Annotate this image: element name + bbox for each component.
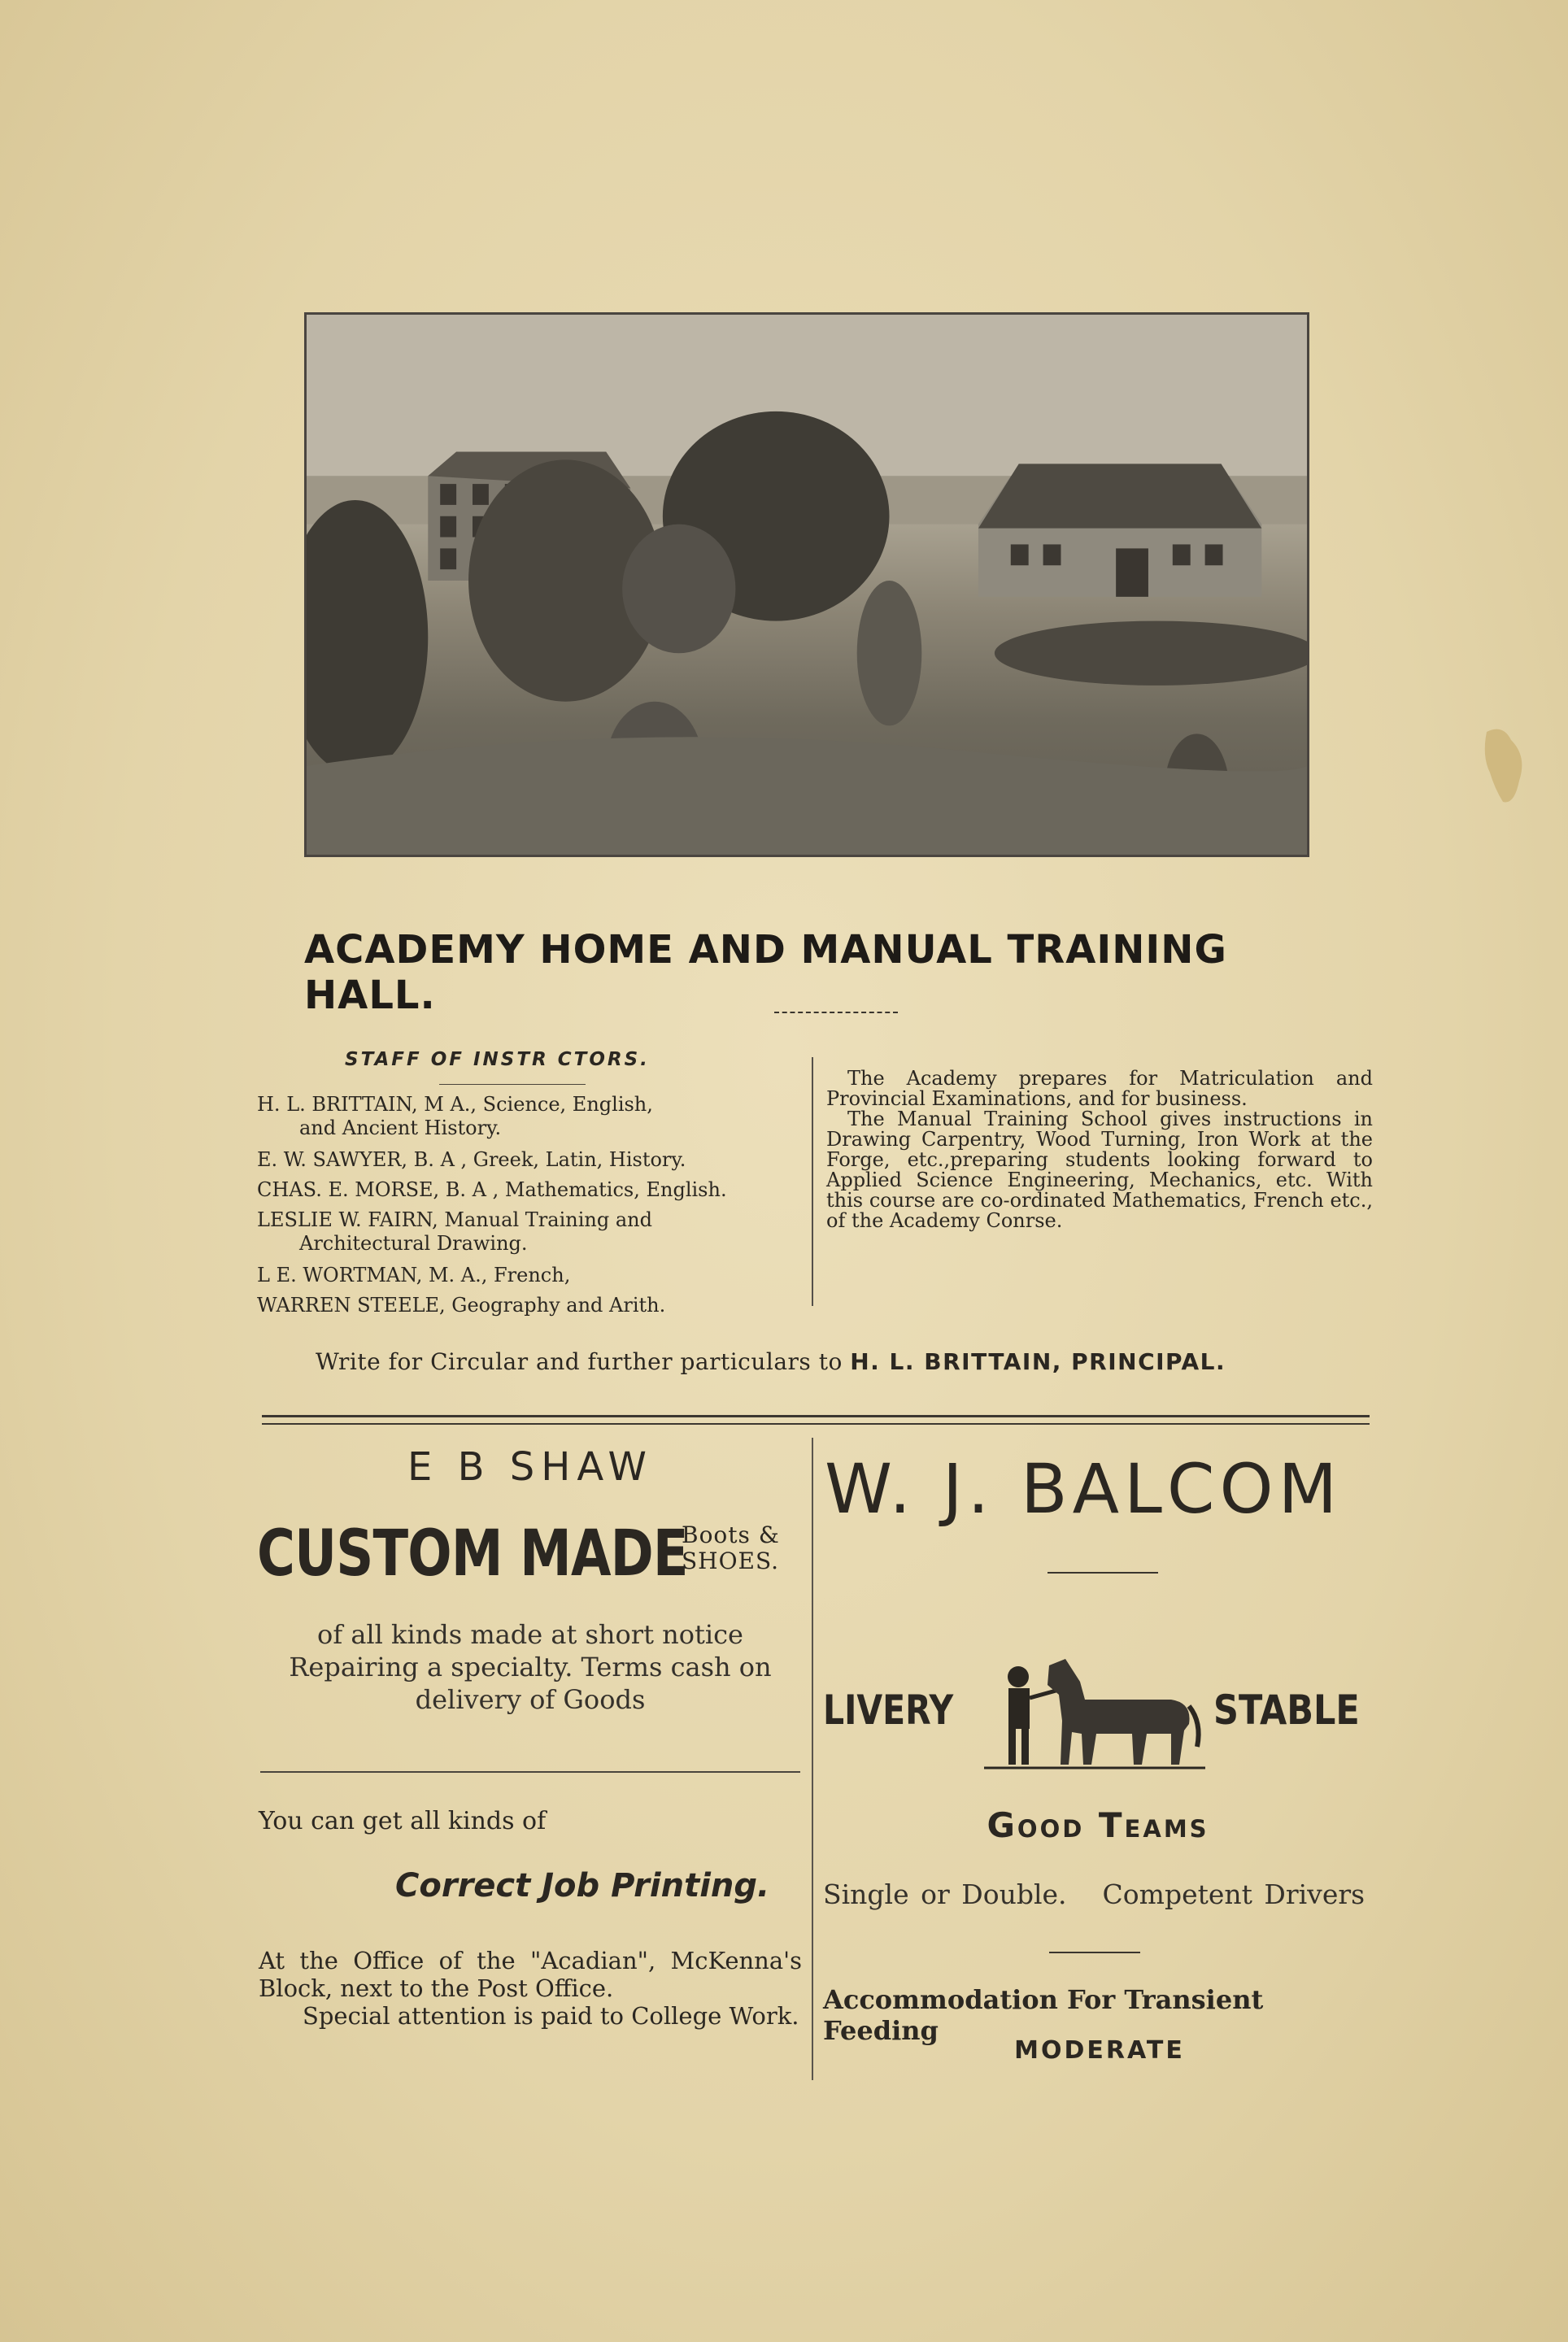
- stable-label: STABLE: [1213, 1687, 1360, 1734]
- academy-paragraph: The Academy prepares for Matriculation and Provincial Examinations, and for business.: [826, 1067, 1373, 1110]
- printing-line: Special attention is paid to College Work.: [303, 2002, 799, 2030]
- shaw-line: delivery of Goods: [415, 1684, 646, 1715]
- staff-line: CHAS. E. MORSE, B. A , Mathematics, English.: [257, 1178, 727, 1201]
- staff-heading: STAFF OF INSTR CTORS.: [345, 1049, 650, 1070]
- ad-column-divider: [812, 1438, 813, 2080]
- write-for-circular: [316, 1348, 1373, 1375]
- left-ad-divider: [260, 1771, 800, 1773]
- competent-drivers: Competent Drivers: [1102, 1878, 1365, 1910]
- staff-line-cont: and Ancient History.: [299, 1117, 502, 1139]
- column-divider: [812, 1057, 813, 1306]
- section-divider: [262, 1415, 1370, 1425]
- teams-details: [823, 1878, 1376, 1910]
- academy-paragraph: The Manual Training School gives instructions in Drawing Carpentry, Wood Turning, Iron Work at the Forge, etc.,preparing students looking forward to Applied Science Engineering, Mechanics, etc. With this course are co-ordinated Mathematics, French etc., of the Academy Conrse.: [826, 1108, 1373, 1232]
- title-divider: [774, 1012, 898, 1015]
- good-teams: Good Teams: [987, 1805, 1209, 1845]
- staff-list: [257, 1093, 805, 1324]
- printing-headline: Correct Job Printing.: [395, 1867, 770, 1905]
- staff-line: WARREN STEELE, Geography and Arith.: [257, 1294, 666, 1317]
- boots-shoes: [682, 1522, 780, 1574]
- single-double: Single or Double.: [823, 1878, 1067, 1910]
- academy-description: [826, 1069, 1373, 1231]
- shoes-label: SHOES.: [682, 1548, 780, 1574]
- paper-stain: [1479, 724, 1527, 813]
- staff-line: L E. WORTMAN, M. A., French,: [257, 1264, 571, 1286]
- balcom-name: W. J. BALCOM: [825, 1449, 1343, 1529]
- shaw-details: [257, 1618, 804, 1716]
- balcom-rule: [1048, 1572, 1158, 1574]
- staff-line: H. L. BRITTAIN, M A., Science, English,: [257, 1093, 653, 1116]
- horse-and-groom-icon: [984, 1649, 1205, 1773]
- printing-body: [259, 1947, 802, 2030]
- printing-line: At the Office of the "Acadian", McKenna's Block, next to the Post Office.: [259, 1947, 802, 2002]
- shaw-line: of all kinds made at short notice: [317, 1619, 743, 1650]
- principal-name: H. L. BRITTAIN, PRINCIPAL.: [850, 1348, 1226, 1375]
- shaw-name: E B SHAW: [407, 1444, 653, 1490]
- balcom-rule-2: [1049, 1952, 1140, 1953]
- staff-line-cont: Architectural Drawing.: [299, 1232, 528, 1255]
- boots-label: Boots &: [682, 1521, 780, 1548]
- shaw-line: Repairing a specialty. Terms cash on: [289, 1652, 772, 1682]
- staff-heading-rule: [439, 1084, 586, 1085]
- staff-line: E. W. SAWYER, B. A , Greek, Latin, History.: [257, 1148, 686, 1171]
- custom-made-heading: CUSTOM MADE: [257, 1517, 688, 1591]
- write-text: Write for Circular and further particulars to: [316, 1348, 851, 1375]
- moderate-label: MODERATE: [1014, 2036, 1185, 2065]
- page-title: ACADEMY HOME AND MANUAL TRAINING HALL.: [304, 927, 1227, 1018]
- livery-label: LIVERY: [823, 1687, 954, 1734]
- printing-intro: You can get all kinds of: [259, 1807, 547, 1835]
- accommodation: Accommodation For Transient Feeding: [823, 1984, 1264, 2046]
- staff-line: LESLIE W. FAIRN, Manual Training and: [257, 1208, 652, 1231]
- academy-photo: [304, 312, 1309, 857]
